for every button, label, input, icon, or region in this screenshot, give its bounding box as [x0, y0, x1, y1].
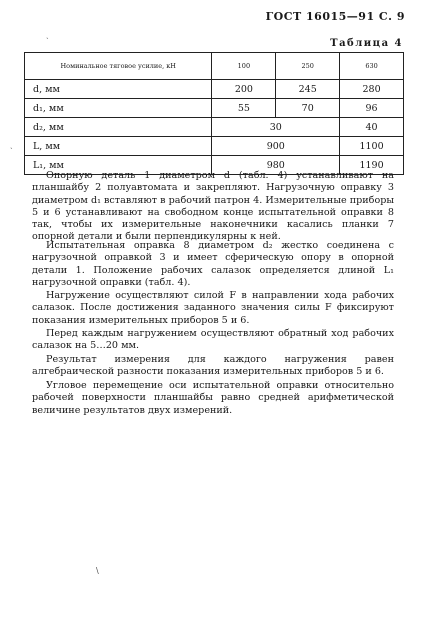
table-cell: 245 [276, 80, 340, 99]
table-row [25, 137, 404, 156]
table-cell: 40 [340, 118, 404, 137]
scan-mark: ˎ [10, 140, 13, 149]
paragraph-5: Результат измерения для каждого нагружения равен алгебраической разности показания измерительных приборов 5 и 6. [32, 354, 394, 378]
table-cell: 1190 [340, 156, 404, 175]
scan-mark: \ [96, 566, 99, 575]
row-label: L₁, мм [25, 156, 212, 175]
table-cell: 70 [276, 99, 340, 118]
row-label: d₂, мм [25, 118, 212, 137]
paragraph-4: Перед каждым нагружением осуществляют обратный ход рабочих салазок на 5…20 мм. [32, 328, 394, 352]
table-caption: Таблица 4 [330, 38, 403, 49]
row-label: d₁, мм [25, 99, 212, 118]
table-row [25, 99, 404, 118]
table-cell: 96 [340, 99, 404, 118]
paragraph-3: Нагружение осуществляют силой F в направлении хода рабочих салазок. После достижения заданного значения силы F фиксируют показания измерительных приборов 5 и 6. [32, 290, 394, 326]
table-cell: 280 [340, 80, 404, 99]
table-header-col-100: 100 [212, 53, 276, 80]
paragraph-6: Угловое перемещение оси испытательной оправки относительно рабочей поверхности планшайбы равно средней арифметической величине результатов двух измерений. [32, 380, 394, 416]
table-cell: 1100 [340, 137, 404, 156]
table-row [25, 80, 404, 99]
table-header-col-250: 250 [276, 53, 340, 80]
scan-mark: ˎ [46, 30, 49, 39]
table-row [25, 118, 404, 137]
dimensions-table [24, 52, 404, 175]
paragraph-1: Опорную деталь 1 диаметром d (табл. 4) устанавливают на планшайбу 2 полуавтомата и закрепляют. Нагрузочную оправку 3 диаметром d₁ вставляют в рабочий патрон 4. Измерительные приборы 5 и 6 устанавливают на свободном конце испытательной оправки 8 так, чтобы их измерительные наконечники касались планки 7 опорной детали и были перпендикулярны к ней. [32, 170, 394, 243]
table-cell: 900 [212, 137, 340, 156]
table-header-label: Номинальное тяговое усилие, кН [25, 53, 212, 80]
page-header: ГОСТ 16015—91 С. 9 [265, 10, 405, 23]
table-header-col-630: 630 [340, 53, 404, 80]
row-label: d, мм [25, 80, 212, 99]
table-cell: 30 [212, 118, 340, 137]
paragraph-2: Испытательная оправка 8 диаметром d₂ жестко соединена с нагрузочной оправкой 3 и имеет сферическую опору в опорной детали 1. Положение рабочих салазок определяется длиной L₁ нагрузочной оправки (табл. 4). [32, 240, 394, 288]
table-cell: 980 [212, 156, 340, 175]
table-header-row [25, 53, 404, 80]
table-cell: 200 [212, 80, 276, 99]
row-label: L, мм [25, 137, 212, 156]
table-cell: 55 [212, 99, 276, 118]
